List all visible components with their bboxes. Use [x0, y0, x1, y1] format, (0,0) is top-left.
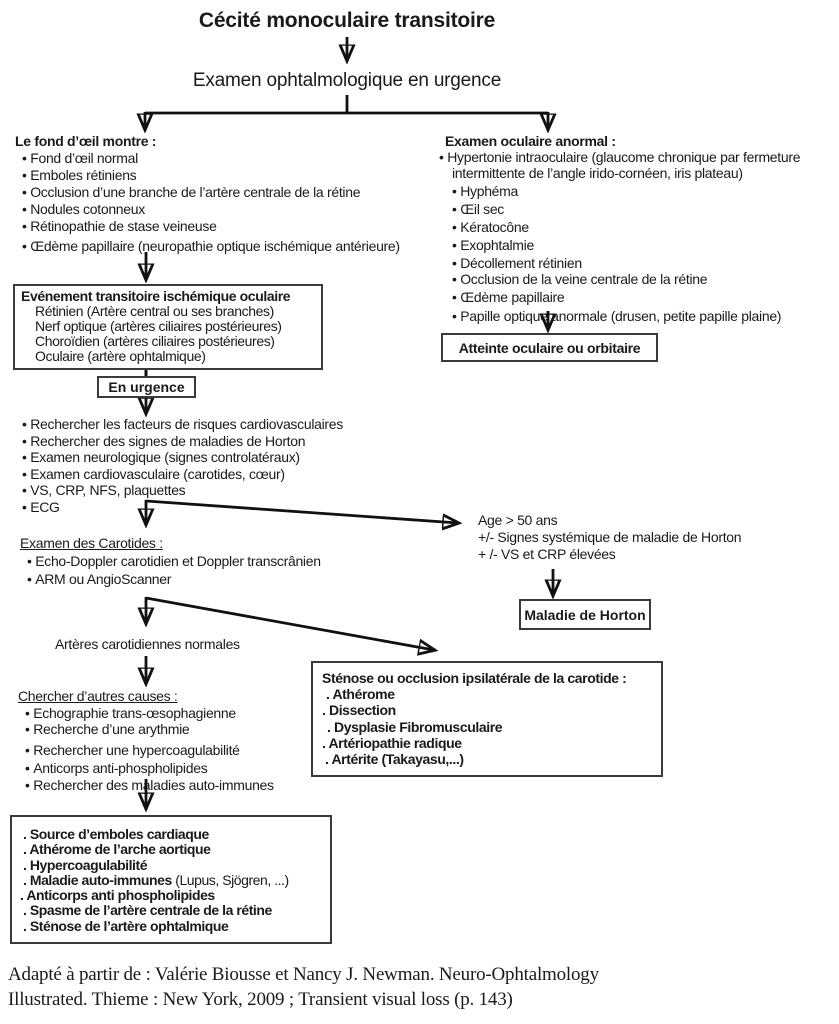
list-item: • Emboles rétiniens: [22, 167, 445, 184]
list-item: Oculaire (artère ophtalmique): [35, 348, 206, 364]
evenement-list: [21, 304, 317, 364]
list-item: . Source d’emboles cardiaque: [23, 826, 209, 842]
list-item: • Anticorps anti-phospholipides: [25, 760, 318, 777]
criteria-line: + /- VS et CRP élevées: [478, 546, 616, 562]
list-item: . Athérome: [326, 686, 395, 703]
list-item: • Kératocône: [452, 219, 837, 235]
list-item: . Athérome de l’arche aortique: [23, 841, 211, 858]
list-item: • Exophtalmie: [452, 237, 837, 253]
list-item: • Rétinopathie de stase veineuse: [22, 218, 445, 235]
list-item: • Rechercher une hypercoagulabilité: [25, 742, 318, 759]
list-item: . Dysplasie Fibromusculaire: [327, 718, 503, 735]
list-item: • Rechercher les facteurs de risques cardiovasculaires: [22, 416, 422, 433]
horton-criteria: [478, 512, 828, 563]
exam-step-label: Examen ophtalmologique en urgence: [192, 70, 502, 91]
list-item: . Spasme de l’artère centrale de la rétine: [23, 902, 272, 919]
list-item: • Nodules cotonneux: [22, 201, 445, 218]
list-item: • ARM ou AngioScanner: [27, 570, 380, 588]
list-item: • Œil sec: [452, 201, 837, 217]
list-item: . Artérite (Takayasu,...): [325, 751, 464, 768]
list-item: . Artériopathie radique: [322, 734, 462, 751]
list-item: • Œdème papillaire (neuropathie optique ischémique antérieure): [22, 238, 445, 255]
list-item: • VS, CRP, NFS, plaquettes: [22, 482, 422, 499]
list-item: Rétinien (Artère central ou ses branches): [35, 303, 274, 319]
carotides-list: [20, 552, 380, 588]
autres-causes-heading: Chercher d’autres causes :: [18, 688, 178, 704]
list-item: Choroïdien (artères ciliaires postérieures): [35, 333, 275, 349]
exam-anormal-list: [445, 149, 837, 324]
criteria-line: Age > 50 ans: [478, 512, 558, 528]
final-list: [20, 827, 326, 934]
citation: [8, 962, 768, 1012]
list-item: • Echographie trans-œsophagienne: [25, 705, 318, 722]
stenose-heading: Sténose ou occlusion ipsilatérale de la carotide :: [322, 670, 627, 686]
workup-list: [15, 416, 422, 515]
exam-anormal-heading: Examen oculaire anormal :: [445, 133, 616, 149]
list-item: • Rechercher des signes de maladies de Horton: [22, 433, 422, 450]
stenose-box: [311, 661, 663, 777]
list-item: . Anticorps anti phospholipides: [20, 887, 215, 904]
exam-anormal-section: [445, 133, 837, 324]
branch-connector: [145, 95, 548, 113]
carotides-section: [20, 534, 380, 588]
final-box: [10, 815, 332, 944]
autres-causes-list: [18, 705, 318, 794]
atteinte-box: Atteinte oculaire ou orbitaire: [441, 333, 658, 362]
fond-oeil-heading: Le fond d’œil montre :: [15, 133, 157, 149]
list-item: • Fond d’œil normal: [22, 150, 445, 167]
criteria-line: +/- Signes systémique de maladie de Horton: [478, 529, 742, 545]
final-item-note: (Lupus, Sjögren, ...): [175, 871, 289, 888]
list-item: • Décollement rétinien: [452, 255, 837, 271]
list-item: • Papille optique anormale (drusen, petite papille plaine): [452, 308, 837, 324]
stenose-list: [322, 686, 657, 767]
page-title: Cécité monoculaire transitoire: [198, 9, 496, 32]
evenement-box: [13, 284, 323, 370]
list-item: . Maladie auto-immunes (Lupus, Sjögren, ...): [23, 871, 289, 888]
list-item: • Examen neurologique (signes controlatéraux): [22, 449, 422, 466]
list-item: . Sténose de l’artère ophtalmique: [23, 917, 229, 934]
list-item: • Echo-Doppler carotidien et Doppler transcrânien: [27, 552, 380, 570]
list-item: • Rechercher des maladies auto-immunes: [25, 777, 318, 794]
list-item: • Examen cardiovasculaire (carotides, cœur): [22, 466, 422, 483]
list-item: • Œdème papillaire: [452, 289, 837, 305]
fond-oeil-section: [15, 133, 445, 255]
list-item: . Dissection: [322, 702, 396, 719]
carotides-heading: Examen des Carotides :: [20, 535, 163, 551]
list-item: • Occlusion de la veine centrale de la rétine: [452, 271, 837, 287]
list-item: • ECG: [22, 499, 422, 516]
en-urgence-box: En urgence: [97, 376, 196, 398]
list-item: • Occlusion d’une branche de l’artère centrale de la rétine: [22, 184, 445, 201]
fond-oeil-list: [15, 150, 445, 255]
horton-box: Maladie de Horton: [519, 599, 651, 630]
citation-line-1: Adapté à partir de : Valérie Biousse et Nancy J. Newman. Neuro-Ophtalmology: [8, 964, 599, 985]
list-item: Nerf optique (artères ciliaires postérieures): [35, 318, 282, 334]
list-item: • Recherche d’une arythmie: [25, 721, 318, 738]
list-item: • Hyphéma: [452, 183, 837, 199]
list-item: . Hypercoagulabilité: [23, 856, 148, 873]
arteres-normales-label: Artères carotidiennes normales: [55, 636, 240, 652]
citation-line-2: Illustrated. Thieme : New York, 2009 ; Transient visual loss (p. 143): [8, 989, 513, 1010]
list-item: • Hypertonie intraoculaire (glaucome chronique par fermeture intermittente de l’angle irido-cornéen, iris plateau): [452, 149, 837, 181]
autres-causes-section: [18, 688, 318, 793]
evenement-heading: Evénement transitoire ischémique oculaire: [21, 288, 291, 304]
